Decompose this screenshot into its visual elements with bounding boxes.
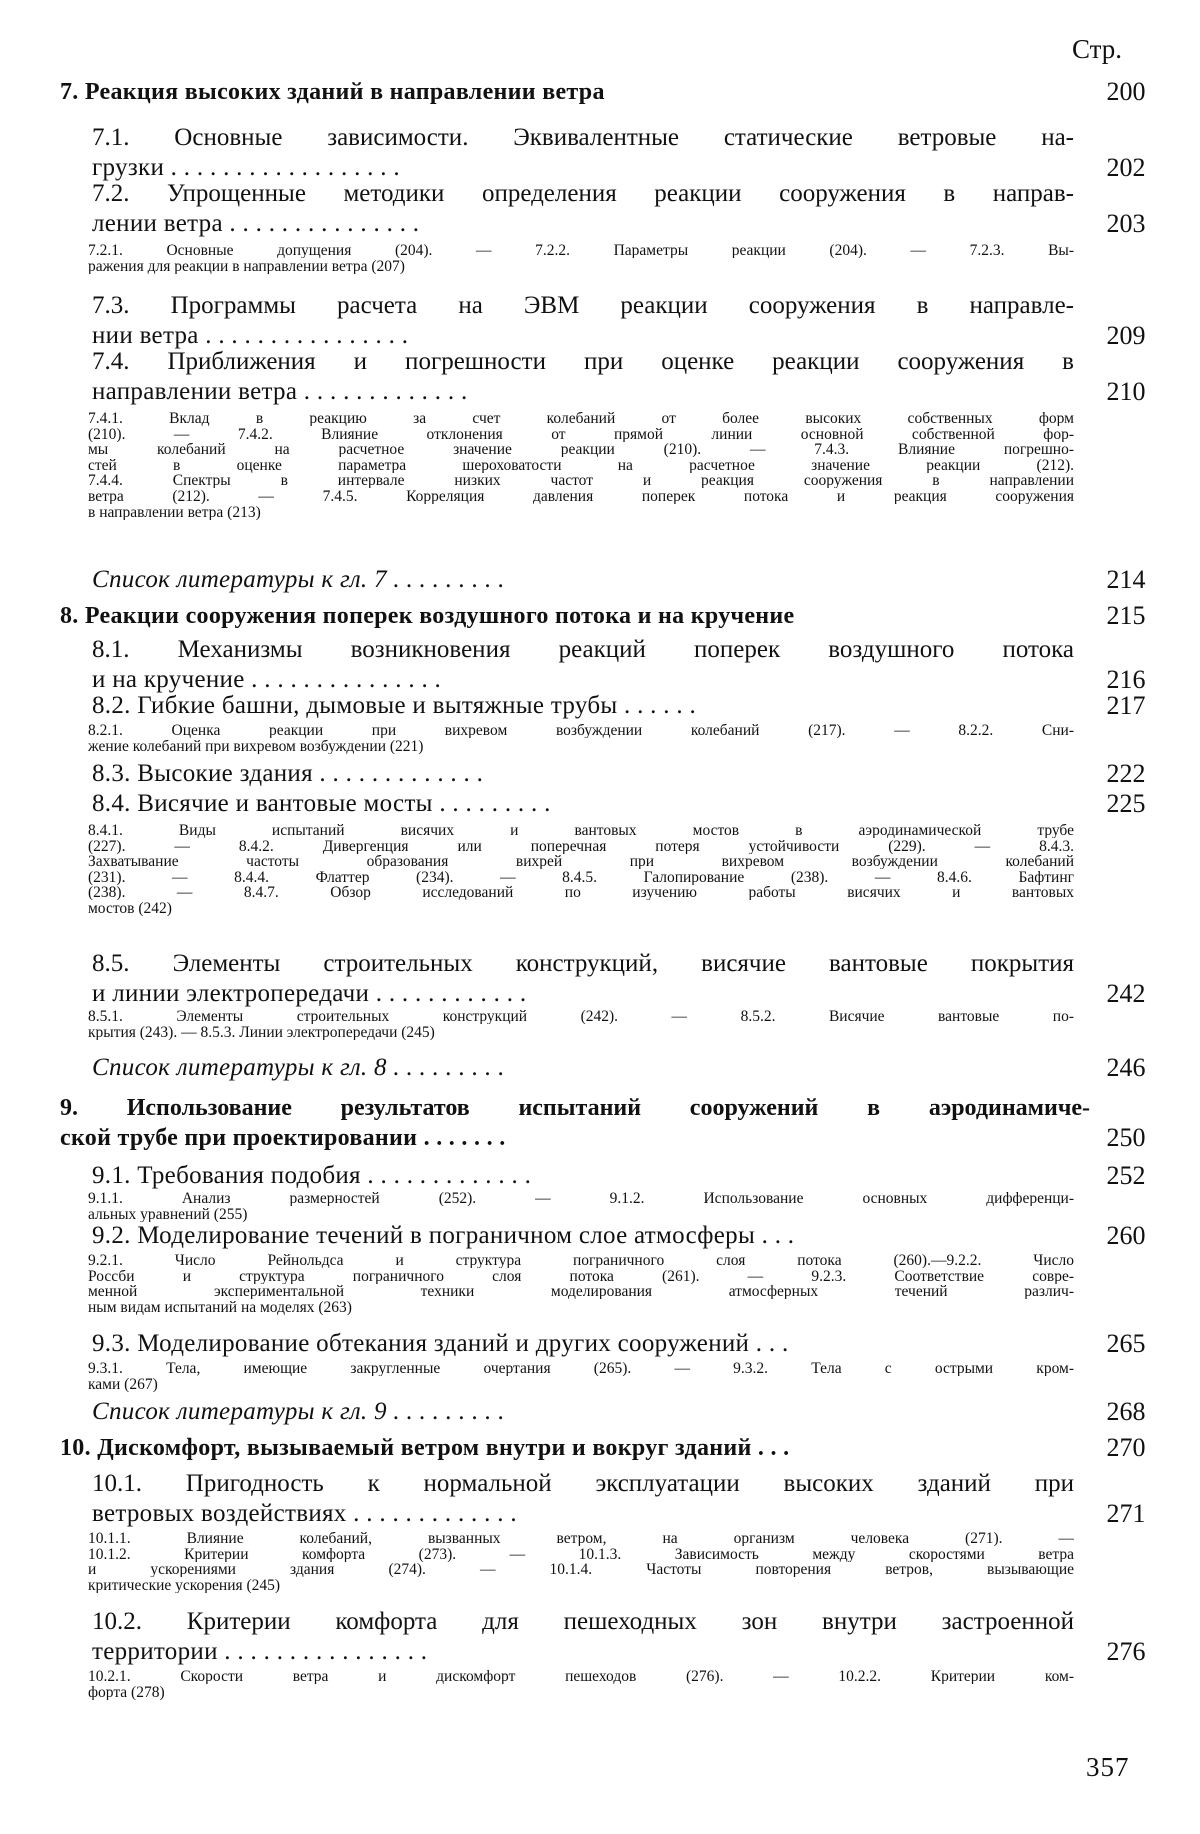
toc-page-number: 210: [1106, 377, 1146, 406]
toc-entry-text: 7.2.1. Основные допущения (204). — 7.2.2. Параметры реакции (204). — 7.2.3. Вы-: [88, 244, 1074, 258]
toc-entry-text: менной экспериментальной техники моделирования атмосферных течений различ-: [88, 1285, 1074, 1300]
toc-page-number: 200: [1106, 77, 1146, 106]
toc-page-number: 217: [1106, 691, 1146, 720]
toc-entry-text: лении ветра . . . . . . . . . . . . . . .: [92, 210, 420, 237]
toc-entry-text: 8.3. Высокие здания . . . . . . . . . . . . .: [92, 760, 484, 787]
toc-entry-text: Список литературы к гл. 9 . . . . . . . . .: [92, 1398, 505, 1425]
toc-entry-text: 7.4.1. Вклад в реакцию за счет колебаний от более высоких собственных форм: [88, 412, 1074, 426]
toc-entry-text: Захватывание частоты образования вихрей при вихревом возбуждении колебаний: [88, 855, 1074, 870]
page-column-header: Стр.: [1071, 34, 1122, 64]
toc-entry-text: 10. Дискомфорт, вызываемый ветром внутри и вокруг зданий . . .: [60, 1435, 790, 1461]
page-number: 357: [1086, 1752, 1130, 1782]
toc-page-number: 216: [1106, 665, 1146, 694]
toc-entry-text: 7. Реакция высоких зданий в направлении ветра: [60, 79, 605, 105]
toc-entry-text: 10.1.1. Влияние колебаний, вызванных ветром, на организм человека (271). —: [88, 1532, 1074, 1546]
toc-entry-text: 7.4. Приближения и погрешности при оценке реакции сооружения в: [92, 348, 1074, 375]
toc-page-number: 202: [1106, 153, 1146, 182]
toc-page-number: 276: [1106, 1637, 1146, 1666]
toc-page-number: 250: [1106, 1123, 1146, 1152]
toc-page-number: 203: [1106, 209, 1146, 238]
toc-entry-text: 10.1. Пригодность к нормальной эксплуатации высоких зданий при: [92, 1470, 1074, 1497]
toc-page-number: 260: [1106, 1221, 1146, 1250]
toc-entry-text: критические ускорения (245): [88, 1578, 281, 1593]
toc-page-number: 242: [1106, 979, 1146, 1008]
toc-entry-text: ным видам испытаний на моделях (263): [88, 1300, 352, 1315]
toc-entry-text: направлении ветра . . . . . . . . . . . . .: [92, 378, 468, 405]
toc-page-number: 214: [1106, 565, 1146, 594]
toc-entry-text: нии ветра . . . . . . . . . . . . . . . .: [92, 322, 409, 349]
toc-entry-text: 7.4.4. Спектры в интервале низких частот и реакция сооружения в направлении: [88, 474, 1074, 489]
toc-entry-text: территории . . . . . . . . . . . . . . . .: [92, 1638, 428, 1665]
toc-entry-text: 8.2. Гибкие башни, дымовые и вытяжные трубы . . . . . .: [92, 692, 697, 719]
toc-page-number: 270: [1106, 1433, 1146, 1462]
toc-entry-text: 9.3. Моделирование обтекания зданий и других сооружений . . .: [92, 1330, 789, 1357]
toc-entry-text: 9.2.1. Число Рейнольдса и структура пограничного слоя потока (260).—9.2.2. Число: [88, 1254, 1074, 1268]
toc-entry-text: альных уравнений (255): [88, 1207, 248, 1222]
toc-entry-text: стей в оценке параметра шероховатости на расчетное значение реакции (212).: [88, 458, 1074, 473]
toc-entry-text: мостов (242): [88, 902, 172, 916]
toc-entry-text: 8.5.1. Элементы строительных конструкций (242). — 8.5.2. Висячие вантовые по-: [88, 1010, 1074, 1024]
toc-entry-text: Список литературы к гл. 7 . . . . . . . . .: [92, 566, 505, 593]
toc-entry-text: 10.1.2. Критерии комфорта (273). — 10.1.3. Зависимость между скоростями ветра: [88, 1547, 1074, 1562]
toc-entry-text: 9.3.1. Тела, имеющие закругленные очертания (265). — 9.3.2. Тела с острыми кром-: [88, 1362, 1074, 1376]
toc-entry-text: 7.2. Упрощенные методики определения реакции сооружения в направ-: [92, 180, 1074, 207]
toc-page-number: 265: [1106, 1329, 1146, 1358]
toc-entry-text: (231). — 8.4.4. Флаттер (234). — 8.4.5. Галопирование (238). — 8.4.6. Бафтинг: [88, 870, 1074, 885]
toc-entry-text: мы колебаний на расчетное значение реакции (210). — 7.4.3. Влияние погрешно-: [88, 443, 1074, 458]
toc-entry-text: 8.5. Элементы строительных конструкций, висячие вантовые покрытия: [92, 950, 1074, 977]
toc-page-number: 209: [1106, 321, 1146, 350]
toc-entry-text: 10.2. Критерии комфорта для пешеходных зон внутри застроенной: [92, 1608, 1074, 1635]
toc-page-number: 246: [1106, 1053, 1146, 1082]
toc-entry-text: ветровых воздействиях . . . . . . . . . . . . .: [92, 1500, 517, 1527]
toc-entry-text: 9.2. Моделирование течений в пограничном слое атмосферы . . .: [92, 1222, 795, 1249]
toc-entry-text: (238). — 8.4.7. Обзор исследований по изучению работы висячих и вантовых: [88, 886, 1074, 901]
toc-entry-text: 9. Использование результатов испытаний сооружений в аэродинамиче-: [60, 1095, 1090, 1121]
toc-entry-text: 7.1. Основные зависимости. Эквивалентные статические ветровые на-: [92, 124, 1074, 151]
toc-entry-text: форта (278): [88, 1685, 165, 1700]
toc-entry-text: и линии электропередачи . . . . . . . . . . . .: [92, 980, 527, 1007]
toc-entry-text: 8. Реакции сооружения поперек воздушного потока и на кручение: [60, 603, 795, 629]
toc-page-number: 271: [1106, 1499, 1146, 1528]
toc-entry-text: 9.1. Требования подобия . . . . . . . . . . . . .: [92, 1162, 532, 1189]
toc-page-number: 225: [1106, 789, 1146, 818]
toc-entry-text: 7.3. Программы расчета на ЭВМ реакции сооружения в направле-: [92, 292, 1074, 319]
toc-entry-text: Список литературы к гл. 8 . . . . . . . . .: [92, 1054, 505, 1081]
toc-page-number: 215: [1106, 601, 1146, 630]
toc-entry-text: ской трубе при проектировании . . . . . . .: [60, 1125, 506, 1151]
toc-page-number: 222: [1106, 759, 1146, 788]
toc-page-number: 252: [1106, 1161, 1146, 1190]
toc-entry-text: 10.2.1. Скорости ветра и дискомфорт пешеходов (276). — 10.2.2. Критерии ком-: [88, 1670, 1074, 1684]
toc-entry-text: 8.4.1. Виды испытаний висячих и вантовых мостов в аэродинамической трубе: [88, 824, 1074, 838]
toc-entry-text: грузки . . . . . . . . . . . . . . . . . .: [92, 154, 400, 181]
toc-entry-text: жение колебаний при вихревом возбуждении (221): [88, 739, 424, 754]
toc-page-number: 268: [1106, 1397, 1146, 1426]
toc-entry-text: 9.1.1. Анализ размерностей (252). — 9.1.2. Использование основных дифференци-: [88, 1192, 1074, 1206]
toc-entry-text: ками (267): [88, 1377, 158, 1392]
toc-entry-text: ражения для реакции в направлении ветра (207): [88, 259, 405, 274]
toc-entry-text: в направлении ветра (213): [88, 505, 261, 520]
toc-entry-text: и ускорениями здания (274). — 10.1.4. Частоты повторения ветров, вызывающие: [88, 1563, 1074, 1578]
toc-entry-text: 8.2.1. Оценка реакции при вихревом возбуждении колебаний (217). — 8.2.2. Сни-: [88, 724, 1074, 738]
toc-entry-text: Россби и структура пограничного слоя потока (261). — 9.2.3. Соответствие совре-: [88, 1269, 1074, 1284]
toc-entry-text: (227). — 8.4.2. Дивергенция или поперечная потеря устойчивости (229). — 8.4.3.: [88, 839, 1074, 854]
toc-entry-text: (210). — 7.4.2. Влияние отклонения от прямой линии основной собственной фор-: [88, 427, 1074, 442]
toc-entry-text: 8.4. Висячие и вантовые мосты . . . . . . . . .: [92, 790, 551, 817]
toc-entry-text: крытия (243). — 8.5.3. Линии электропередачи (245): [88, 1025, 435, 1040]
toc-entry-text: и на кручение . . . . . . . . . . . . . . .: [92, 666, 442, 693]
toc-entry-text: ветра (212). — 7.4.5. Корреляция давления поперек потока и реакция сооружения: [88, 490, 1074, 504]
toc-entry-text: 8.1. Механизмы возникновения реакций поперек воздушного потока: [92, 636, 1074, 663]
